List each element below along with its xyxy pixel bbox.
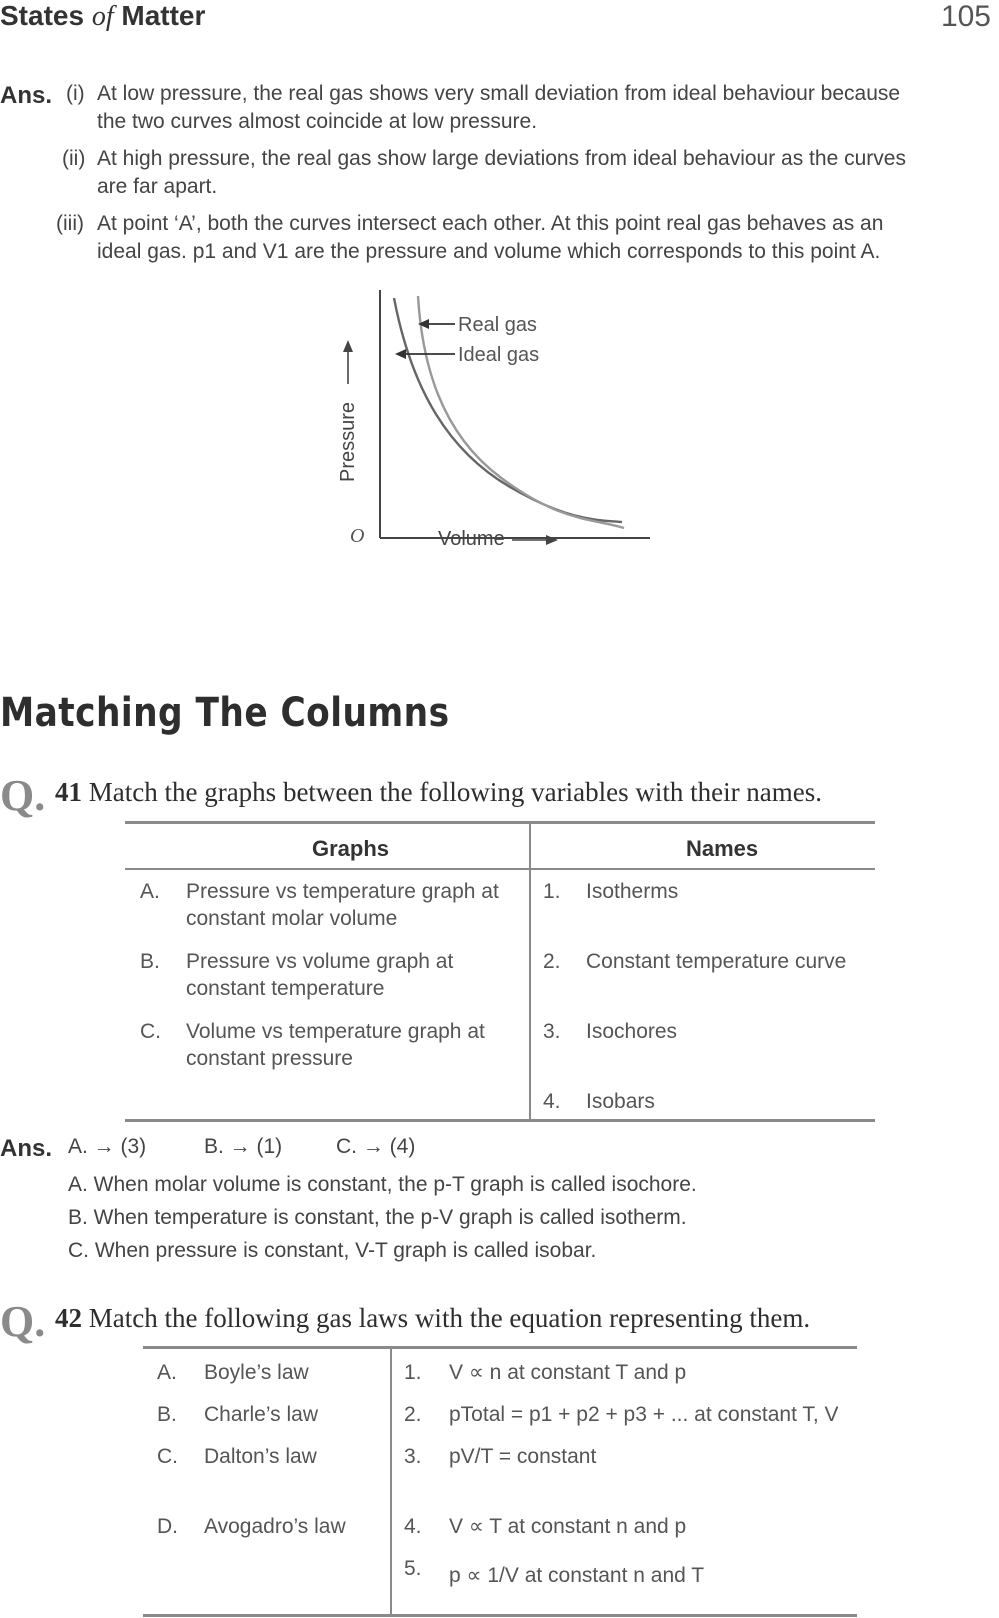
q41-col1-header: Graphs bbox=[312, 836, 390, 861]
q42-eq-text: p ∝ 1/V at constant n and T bbox=[449, 1564, 705, 1587]
section-heading: Matching The Columns bbox=[0, 690, 450, 736]
origin-label: O bbox=[350, 525, 365, 547]
q41-name-num: 2. bbox=[543, 950, 561, 973]
q41-graph-text bbox=[186, 948, 453, 1002]
q42-table-top-rule bbox=[143, 1346, 857, 1349]
ans1-item-tag: (ii) bbox=[62, 147, 86, 170]
q41-name-num: 1. bbox=[543, 880, 561, 903]
q41-explanation: A. When molar volume is constant, the p-T graph is called isochore. bbox=[68, 1173, 697, 1196]
q41-graph-text bbox=[186, 878, 499, 932]
q41-name-num: 3. bbox=[543, 1020, 561, 1043]
q41-graph-text bbox=[186, 1018, 485, 1072]
ans1-item-tag: (i) bbox=[66, 82, 85, 105]
ans1-item-text bbox=[97, 210, 987, 266]
q41-graph-letter: C. bbox=[140, 1020, 161, 1043]
q41-table-top-rule bbox=[125, 821, 875, 824]
ans1-item3-line2: ideal gas. p1 and V1 are the pressure and volume which corresponds to this point A. bbox=[97, 240, 881, 263]
ans1-item1-line1: At low pressure, the real gas shows very small deviation from ideal behaviour because bbox=[97, 82, 901, 105]
q41-graph-letter: B. bbox=[140, 950, 160, 973]
q42-eq-num: 3. bbox=[404, 1445, 422, 1468]
q41-table-bottom-rule bbox=[125, 1119, 875, 1122]
q41-table-divider bbox=[529, 821, 531, 1121]
q42-eq-text: V ∝ T at constant n and p bbox=[449, 1515, 687, 1538]
q41-graph-b-line2: constant temperature bbox=[186, 977, 385, 1000]
ans1-label: Ans. bbox=[0, 82, 53, 109]
q42-law-letter: D. bbox=[157, 1515, 178, 1538]
q41-number: 41 bbox=[55, 777, 82, 807]
q41-graph-a-line1: Pressure vs temperature graph at bbox=[186, 880, 499, 903]
q41-explanation: C. When pressure is constant, V-T graph is called isobar. bbox=[68, 1239, 597, 1262]
q42-text-line bbox=[55, 1303, 810, 1334]
q42-eq-num: 4. bbox=[404, 1515, 422, 1538]
q42-mark: Q. bbox=[0, 1297, 46, 1346]
x-axis-label: Volume bbox=[438, 528, 505, 550]
q42-law-text: Boyle’s law bbox=[204, 1361, 309, 1384]
ans1-item2-line1: At high pressure, the real gas show large deviations from ideal behaviour as the curves bbox=[97, 147, 906, 170]
q41-answer: A. → (3) bbox=[68, 1135, 147, 1158]
y-axis-label-arrowhead bbox=[343, 340, 353, 352]
chapter-title bbox=[0, 0, 205, 33]
ans1-item1-line2: the two curves almost coincide at low pressure. bbox=[97, 110, 538, 133]
q41-question: Match the graphs between the following variables with their names. bbox=[88, 777, 823, 807]
q41-answer: B. → (1) bbox=[204, 1135, 283, 1158]
q41-graph-a-line2: constant molar volume bbox=[186, 907, 398, 930]
q42-law-letter: A. bbox=[157, 1361, 177, 1384]
ans1-item-text bbox=[97, 145, 987, 201]
q42-law-text: Dalton’s law bbox=[204, 1445, 317, 1468]
q41-explanation: B. When temperature is constant, the p-V graph is called isotherm. bbox=[68, 1206, 687, 1229]
q42-eq-num: 1. bbox=[404, 1361, 422, 1384]
q41-name-text: Isobars bbox=[586, 1090, 655, 1113]
q42-eq-num: 2. bbox=[404, 1403, 422, 1426]
q42-eq-text: V ∝ n at constant T and p bbox=[449, 1361, 687, 1384]
q41-col2-header: Names bbox=[686, 836, 759, 861]
q41-name-text: Isochores bbox=[586, 1020, 678, 1043]
pressure-volume-graph bbox=[330, 282, 660, 572]
q41-text-line bbox=[55, 777, 822, 808]
title-of: of bbox=[91, 1, 114, 32]
title-part2: Matter bbox=[113, 0, 206, 31]
title-part1: States bbox=[0, 0, 92, 31]
real-gas-label: Real gas bbox=[458, 314, 537, 336]
q42-number: 42 bbox=[55, 1303, 82, 1333]
q41-graph-letter: A. bbox=[140, 880, 160, 903]
q42-eq-text: pV/T = constant bbox=[449, 1445, 597, 1468]
q41-answer: C. → (4) bbox=[336, 1135, 416, 1158]
q41-name-num: 4. bbox=[543, 1090, 561, 1113]
q41-name-text: Constant temperature curve bbox=[586, 950, 847, 973]
ans1-item3-line1: At point ‘A’, both the curves intersect each other. At this point real gas behaves as an bbox=[97, 212, 884, 235]
q42-eq-text: pTotal = p1 + p2 + p3 + ... at constant T, V bbox=[449, 1403, 839, 1426]
q41-graph-c-line2: constant pressure bbox=[186, 1047, 353, 1070]
q42-eq-num: 5. bbox=[404, 1557, 422, 1580]
q41-table-header-rule bbox=[125, 868, 875, 870]
x-axis-label-arrowhead bbox=[546, 535, 558, 545]
ideal-gas-arrowhead bbox=[395, 349, 406, 359]
y-axis-label: Pressure bbox=[337, 401, 359, 482]
q42-table-bottom-rule bbox=[143, 1614, 857, 1617]
q42-law-text: Charle’s law bbox=[204, 1403, 318, 1426]
q42-question: Match the following gas laws with the equation representing them. bbox=[88, 1303, 811, 1333]
ideal-gas-label: Ideal gas bbox=[458, 344, 540, 366]
ans1-item2-line2: are far apart. bbox=[97, 175, 218, 198]
page-number: 105 bbox=[940, 0, 991, 33]
q42-table-divider bbox=[390, 1346, 392, 1616]
q42-law-letter: C. bbox=[157, 1445, 178, 1468]
q42-law-letter: B. bbox=[157, 1403, 177, 1426]
q41-graph-b-line1: Pressure vs volume graph at bbox=[186, 950, 454, 973]
ans1-item-text bbox=[97, 80, 987, 136]
q41-graph-c-line1: Volume vs temperature graph at bbox=[186, 1020, 485, 1043]
q41-name-text: Isotherms bbox=[586, 880, 679, 903]
q41-mark: Q. bbox=[0, 771, 46, 820]
ans1-item-tag: (iii) bbox=[56, 212, 84, 235]
q41-answer-label: Ans. bbox=[0, 1135, 53, 1162]
q42-law-text: Avogadro’s law bbox=[204, 1515, 346, 1538]
